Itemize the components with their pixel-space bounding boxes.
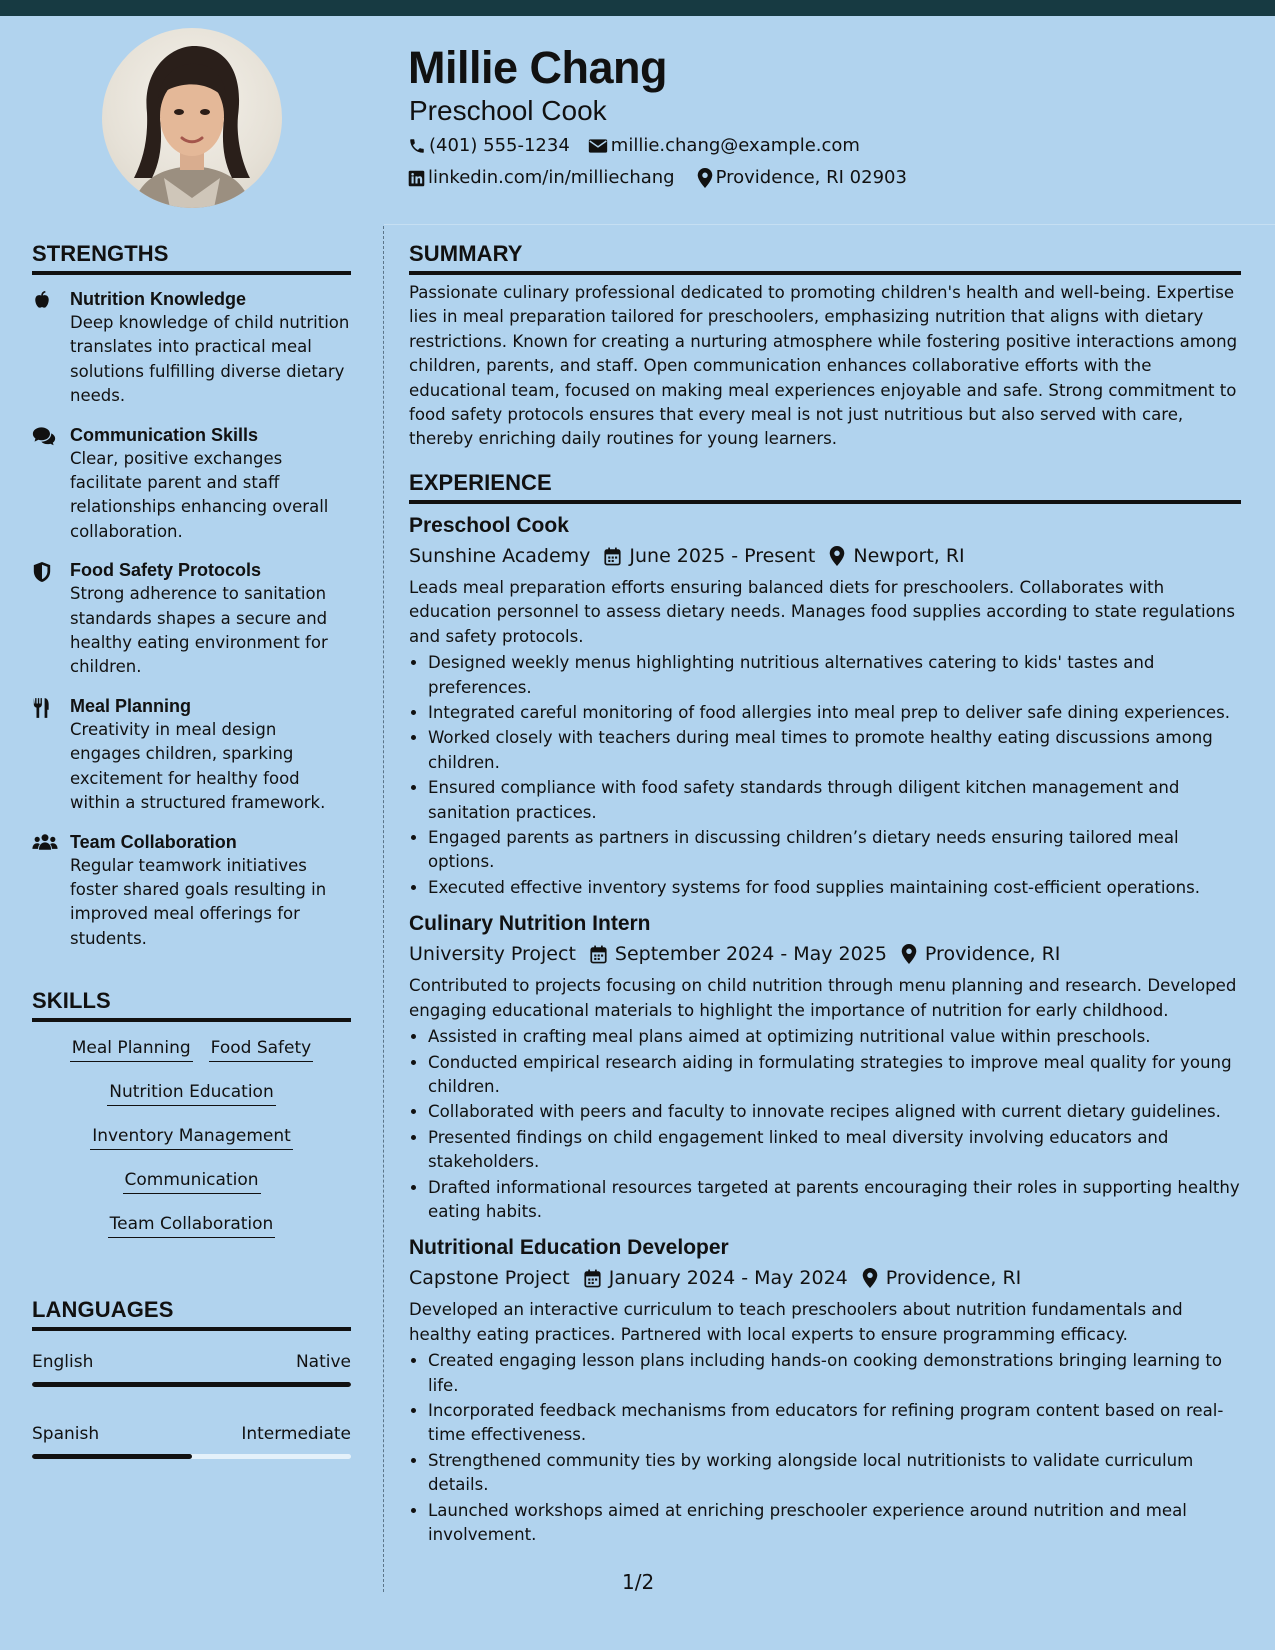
phone[interactable] [408, 134, 570, 158]
location-text: Providence, RI 02903 [715, 167, 907, 188]
strength-title: Team Collaboration [70, 831, 237, 852]
languages-heading: LANGUAGES [32, 1296, 351, 1331]
job-title: Preschool Cook [409, 95, 607, 126]
job-org: Sunshine Academy [409, 545, 591, 567]
experience-heading: EXPERIENCE [409, 469, 1241, 504]
top-bar [0, 0, 1275, 16]
language-bar [32, 1454, 351, 1459]
job-dates: September 2024 - May 2025 [614, 943, 887, 966]
strength-title: Food Safety Protocols [70, 560, 262, 581]
calendar-icon [604, 547, 621, 566]
job-bullets [409, 1025, 1241, 1224]
skill-tag: Team Collaboration [108, 1212, 276, 1238]
job-role: Preschool Cook [409, 514, 569, 537]
language-bar-fill [32, 1382, 351, 1387]
bullet-item: • Engaged parents as partners in discussing children’s dietary needs ensuring tailored meal options. [428, 826, 1241, 875]
bullet-item: • Strengthened community ties by working alongside local nutritionists to validate curriculum details. [428, 1449, 1241, 1498]
skill-tag: Meal Planning [70, 1036, 193, 1062]
job-description: Leads meal preparation efforts ensuring balanced diets for preschoolers. Collaborates with education personnel to assess dietary needs. Manages food supplies according to state regulations and safety protocols. [409, 578, 1235, 646]
language-bar-fill [32, 1454, 192, 1459]
bullet-item: • Created engaging lesson plans including hands-on cooking demonstrations bringing learning to life. [428, 1349, 1241, 1398]
bullet-item: • Incorporated feedback mechanisms from educators for refining program content based on real-time effectiveness. [428, 1399, 1241, 1448]
job-role: Nutritional Education Developer [409, 1236, 729, 1260]
bullet-item: • Drafted informational resources targeted at parents encouraging their roles in supporting healthy eating habits. [428, 1176, 1241, 1225]
strengths-heading: STRENGTHS [32, 240, 351, 275]
languages-section [32, 1296, 351, 1459]
job-entry [409, 512, 1241, 900]
strength-desc: Regular teamwork initiatives foster shared goals resulting in improved meal offerings for students. [70, 855, 327, 948]
calendar-icon [584, 1269, 601, 1288]
strength-title: Meal Planning [70, 695, 192, 716]
job-location: Providence, RI [924, 943, 1061, 966]
strength-item [32, 423, 351, 545]
language-bar [32, 1382, 351, 1387]
job-role: Culinary Nutrition Intern [409, 912, 651, 936]
phone-icon [408, 137, 426, 155]
experience-section [409, 469, 1241, 1548]
bullet-item: • Assisted in crafting meal plans aimed at optimizing nutritional value within preschools. [428, 1025, 1241, 1049]
language-name: Spanish [32, 1424, 100, 1444]
bullet-item: • Designed weekly menus highlighting nutritious alternatives catering to kids' tastes and preferences. [428, 651, 1241, 700]
strength-item [32, 830, 351, 952]
profile-photo [102, 28, 282, 208]
column-divider [383, 226, 384, 1592]
language-item [32, 1351, 351, 1387]
summary-text: Passionate culinary professional dedicated to promoting children's health and well-being. Expertise lies in meal preparation tailored for preschoolers, emphasizing nutrition that aligns with dietary restrictions. Known for creating a nurturing atmosphere while fostering positive interactions among children, parents, and staff. Open communication enhances collaborative efforts with the educational team, focused on making meal experiences enjoyable and safe. Strong commitment to food safety protocols ensures that every meal is not just nutritious but also served with care, thereby enriching daily routines for young learners. [409, 283, 1238, 449]
phone-text: (401) 555-1234 [429, 135, 570, 156]
skills-heading: SKILLS [32, 987, 351, 1022]
job-description: Developed an interactive curriculum to teach preschoolers about nutrition fundamentals and healthy eating practices. Partnered with local experts to ensure programming efficacy. [409, 1300, 1183, 1344]
language-name: English [32, 1352, 94, 1372]
comments-icon [32, 426, 56, 446]
language-level: Intermediate [241, 1424, 351, 1444]
page-number: 1/2 [622, 1570, 655, 1594]
job-entry [409, 910, 1241, 1224]
skill-tag: Communication [123, 1168, 261, 1194]
bullet-item: • Launched workshops aimed at enriching preschooler experience around nutrition and meal involvement. [428, 1499, 1241, 1548]
bullet-item: • Collaborated with peers and faculty to innovate recipes aligned with current dietary guidelines. [428, 1100, 1241, 1124]
skill-tag: Food Safety [209, 1036, 314, 1062]
email-text: millie.chang@example.com [610, 135, 860, 156]
bullet-item: • Integrated careful monitoring of food allergies into meal prep to deliver safe dining experiences. [428, 701, 1241, 725]
envelope-icon [588, 138, 608, 154]
job-location: Newport, RI [853, 545, 965, 567]
bullet-item: • Conducted empirical research aiding in formulating strategies to improve meal quality for young children. [428, 1051, 1241, 1100]
shield-icon [32, 561, 52, 583]
map-pin-icon [901, 944, 917, 964]
skills-list [32, 1036, 351, 1238]
summary-heading: SUMMARY [409, 240, 1241, 275]
bullet-item: • Executed effective inventory systems for food supplies maintaining cost-efficient operations. [428, 876, 1241, 900]
map-pin-icon [697, 168, 713, 188]
bullet-item: • Ensured compliance with food safety standards through diligent kitchen management and sanitation practices. [428, 776, 1241, 825]
job-location: Providence, RI [885, 1267, 1022, 1290]
users-icon [32, 833, 58, 851]
skills-section [32, 987, 351, 1256]
linkedin-icon [408, 170, 425, 187]
strengths-section [32, 240, 351, 951]
language-item [32, 1423, 351, 1459]
job-org: University Project [409, 943, 576, 966]
strength-item [32, 694, 351, 816]
strength-desc: Clear, positive exchanges facilitate parent and staff relationships enhancing overall collaboration. [70, 448, 329, 541]
job-entry [409, 1234, 1241, 1547]
summary-section [409, 240, 1241, 452]
skill-tag: Inventory Management [90, 1124, 293, 1150]
skill-tag: Nutrition Education [107, 1080, 275, 1106]
strength-desc: Deep knowledge of child nutrition translates into practical meal solutions fulfilling diverse dietary needs. [70, 313, 350, 406]
strength-item [32, 287, 351, 409]
strength-desc: Creativity in meal design engages children, sparking excitement for healthy food within a structured framework. [70, 719, 326, 813]
contact-row-2 [408, 166, 925, 190]
calendar-icon [590, 945, 607, 964]
strength-item [32, 558, 351, 680]
location [697, 166, 907, 190]
header-divider [384, 224, 1275, 225]
strength-title: Nutrition Knowledge [70, 289, 246, 309]
job-dates: June 2025 - Present [629, 545, 816, 567]
linkedin-text: linkedin.com/in/milliechang [428, 167, 675, 188]
job-dates: January 2024 - May 2024 [608, 1267, 848, 1290]
map-pin-icon [862, 1268, 878, 1288]
job-description: Contributed to projects focusing on child nutrition through menu planning and research. Developed engaging educational materials to highlight the importance of nutrition for early childhood. [409, 976, 1237, 1020]
strength-title: Communication Skills [70, 424, 259, 445]
utensils-icon [32, 697, 50, 719]
apple-icon [32, 290, 52, 310]
map-pin-icon [829, 546, 845, 566]
email[interactable] [588, 134, 860, 158]
bullet-item: • Worked closely with teachers during meal times to promote healthy eating discussions among children. [428, 726, 1241, 775]
bullet-item: • Presented findings on child engagement linked to meal diversity involving educators and stakeholders. [428, 1126, 1241, 1175]
strength-desc: Strong adherence to sanitation standards shapes a secure and healthy eating environment for children. [70, 584, 328, 677]
language-level: Native [295, 1352, 351, 1372]
job-org: Capstone Project [409, 1267, 570, 1290]
linkedin[interactable] [408, 166, 675, 190]
job-bullets [409, 651, 1241, 900]
job-bullets [409, 1349, 1241, 1547]
candidate-name: Millie Chang [408, 42, 668, 93]
contact-row-1 [408, 134, 878, 158]
